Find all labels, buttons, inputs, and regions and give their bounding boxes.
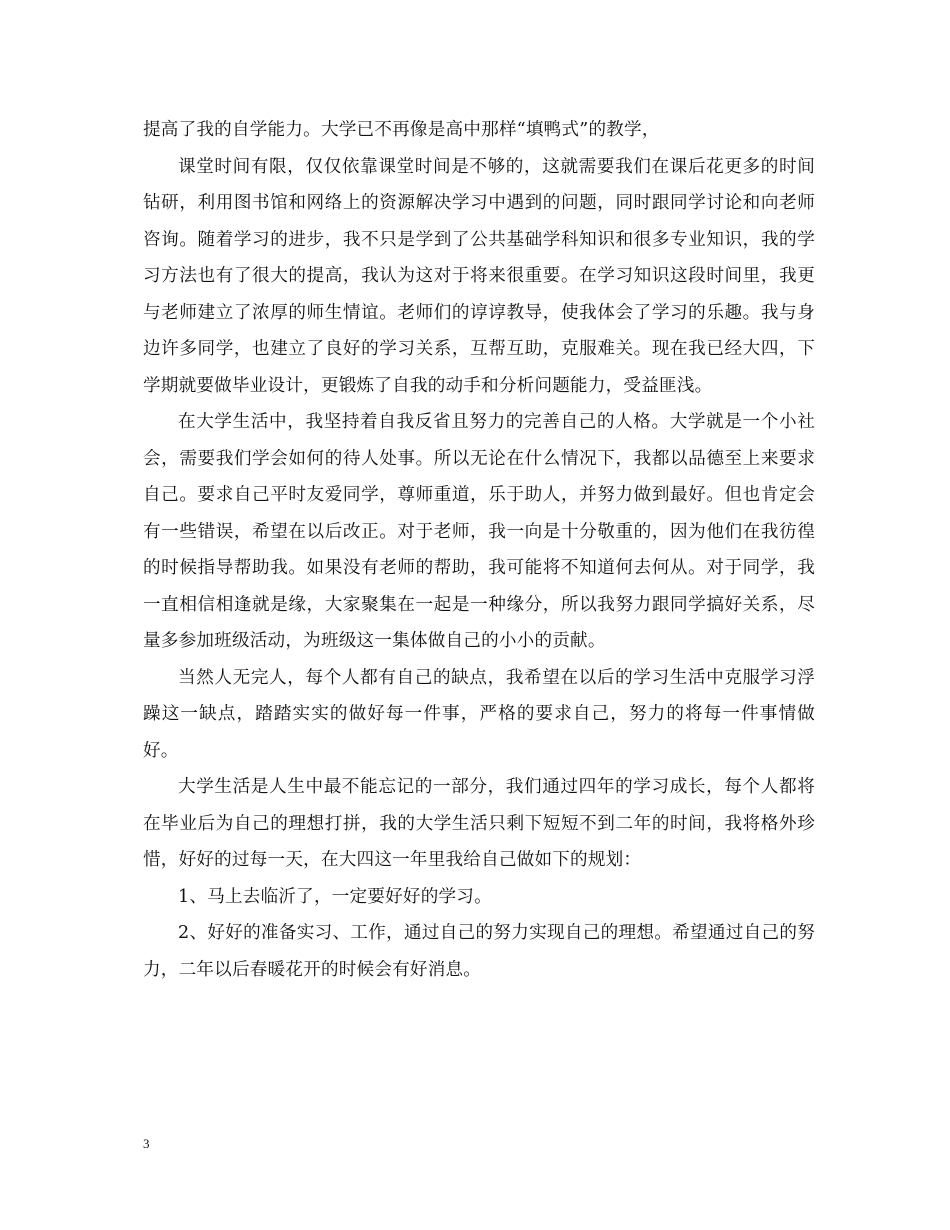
paragraph-1: 提高了我的自学能力。大学已不再像是高中那样“填鸭式”的教学，	[143, 120, 660, 140]
page-number: 3	[143, 1136, 150, 1151]
paragraph-3: 在大学生活中，我坚持着自我反省且努力的完善自己的人格。大学就是一个小社会，需要我们学会如何的待人处事。所以无论在什么情况下，我都以品德至上来要求自己。要求自己平时友爱同学，尊师重道，乐于助人，并努力做到最好。但也肯定会有一些错误，希望在以后改正。对于老师，我一向是十分敬重的，因为他们在我彷徨的时候指导帮助我。如果没有老师的帮助，我可能将不知道何去何从。对于同学，我一直相信相逢就是缘，大家聚集在一起是一种缘分，所以我努力跟同学搞好关系，尽量多参加班级活动，为班级这一集体做自己的小小的贡献。	[143, 412, 815, 651]
list-item-1: 1、马上去临沂了，一定要好好的学习。	[178, 886, 492, 907]
paragraph-5: 大学生活是人生中最不能忘记的一部分，我们通过四年的学习成长，每个人都将在毕业后为自己的理想打拼，我的大学生活只剩下短短不到二年的时间，我将格外珍惜，好好的过每一天，在大四这一年里我给自己做如下的规划：	[143, 777, 815, 870]
paragraph-2: 课堂时间有限，仅仅依靠课堂时间是不够的，这就需要我们在课后花更多的时间钻研，利用图书馆和网络上的资源解决学习中遇到的问题，同时跟同学讨论和向老师咨询。随着学习的进步，我不只是学到了公共基础学科知识和很多专业知识，我的学习方法也有了很大的提高，我认为这对于将来很重要。在学习知识这段时间里，我更与老师建立了浓厚的师生情谊。老师们的谆谆教导，使我体会了学习的乐趣。我与身边许多同学，也建立了良好的学习关系，互帮互助，克服难关。现在我已经大四，下学期就要做毕业设计，更锻炼了自我的动手和分析问题能力，受益匪浅。	[143, 156, 815, 396]
paragraph-4: 当然人无完人，每个人都有自己的缺点，我希望在以后的学习生活中克服学习浮躁这一缺点，踏踏实实的做好每一件事，严格的要求自己，努力的将每一件事情做好。	[143, 667, 815, 761]
document-body	[143, 112, 815, 988]
list-item-2: 2、好好的准备实习、工作，通过自己的努力实现自己的理想。希望通过自己的努力，二年以后春暖花开的时候会有好消息。	[143, 923, 815, 980]
